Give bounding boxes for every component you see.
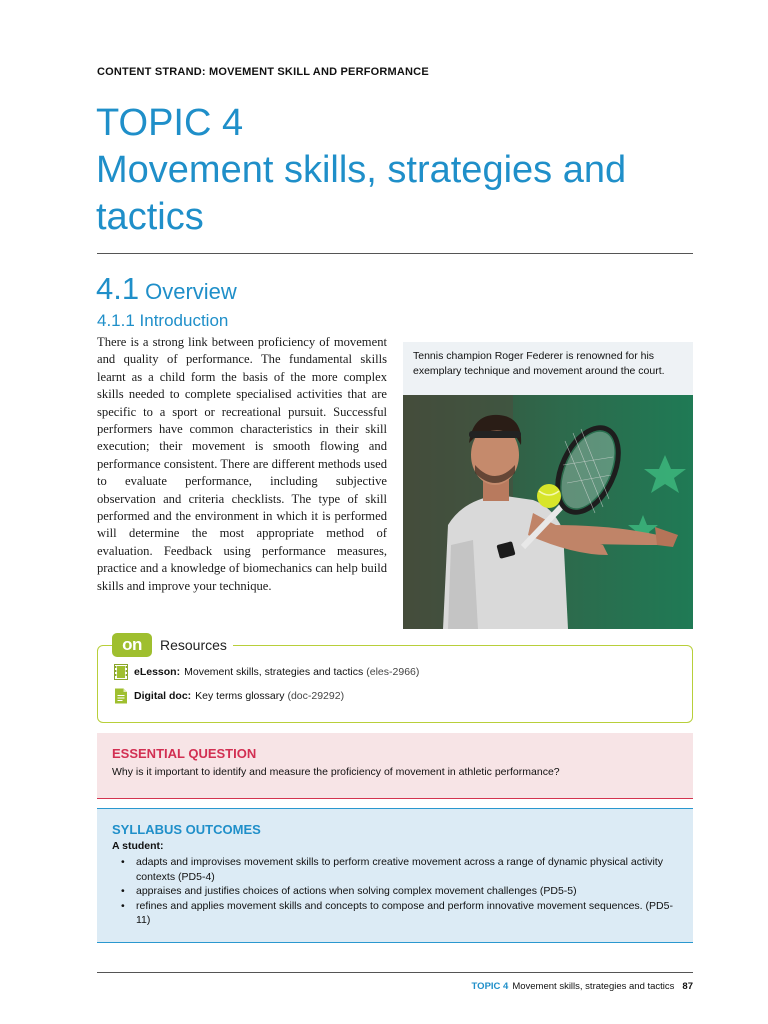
syllabus-outcomes-title: SYLLABUS OUTCOMES [112, 822, 261, 837]
resources-label: Resources [160, 637, 227, 653]
film-icon [114, 664, 128, 680]
section-title: Overview [145, 279, 237, 304]
footer-divider [97, 972, 693, 973]
syllabus-outcomes-subtitle: A student: [112, 840, 164, 852]
resource-item-elesson[interactable] [114, 664, 419, 680]
topic-label: TOPIC 4 [96, 102, 244, 144]
essential-question-text: Why is it important to identify and measure the proficiency of movement in athletic performance? [112, 766, 560, 778]
subsection-heading: 4.1.1 Introduction [97, 311, 229, 330]
footer-title: Movement skills, strategies and tactics [512, 981, 675, 992]
topic-title-line2: tactics [96, 196, 204, 238]
tennis-player-photo [403, 395, 693, 629]
syllabus-outcomes-list [112, 855, 678, 928]
resource-code: (eles-2966) [366, 666, 420, 678]
list-item: • adapts and improvises movement skills to perform creative movement across a range of dynamic physical activity contexts (PD5-4) [112, 855, 678, 884]
content-strand: CONTENT STRAND: MOVEMENT SKILL AND PERFORMANCE [97, 66, 429, 78]
resource-type: Digital doc: [134, 690, 192, 702]
page-footer [472, 981, 693, 992]
syllabus-outcomes-box [97, 808, 693, 943]
resource-item-digital-doc[interactable] [114, 688, 344, 704]
list-item: • appraises and justifies choices of actions when solving complex movement challenges (PD5-5) [112, 884, 678, 899]
resource-type: eLesson: [134, 666, 181, 678]
intro-paragraph: There is a strong link between proficiency of movement and quality of performance. The fundamental skills learnt as a child form the basis of the more complex skills needed to complete specialised activities that are specific to a sport or recreational pursuit. Successful performers have common characteristics in their skill execution; their movement is smooth flowing and performance consistent. There are different methods used to evaluate performance, including subjective observation and criteria checklists. The type of skill performed and the environment in which it is performed will determine the most appropriate method of evaluation. Feedback using performance measures, practice and a knowledge of biomechanics can help build skills and improve your technique. [97, 335, 387, 593]
resource-title[interactable]: Key terms glossary [195, 690, 285, 702]
resource-code: (doc-29292) [287, 690, 345, 702]
topic-title [96, 100, 696, 241]
tennis-player-illustration [403, 395, 693, 629]
footer-topic: TOPIC 4 [471, 981, 509, 992]
list-item: • refines and applies movement skills and concepts to compose and perform innovative movement sequences. (PD5-11) [112, 899, 678, 928]
on-badge: on [112, 633, 152, 657]
essential-question-box [97, 733, 693, 799]
photo-caption: Tennis champion Roger Federer is renowned for his exemplary technique and movement around the court. [403, 342, 693, 395]
topic-title-line1: Movement skills, strategies and [96, 149, 627, 191]
page-number: 87 [682, 981, 693, 992]
resource-title[interactable]: Movement skills, strategies and tactics [184, 666, 364, 678]
essential-question-title: ESSENTIAL QUESTION [112, 746, 257, 761]
section-number: 4.1 [96, 271, 140, 306]
resources-header [112, 632, 233, 658]
title-divider [97, 253, 693, 254]
document-icon [114, 688, 128, 704]
section-heading [96, 270, 237, 311]
